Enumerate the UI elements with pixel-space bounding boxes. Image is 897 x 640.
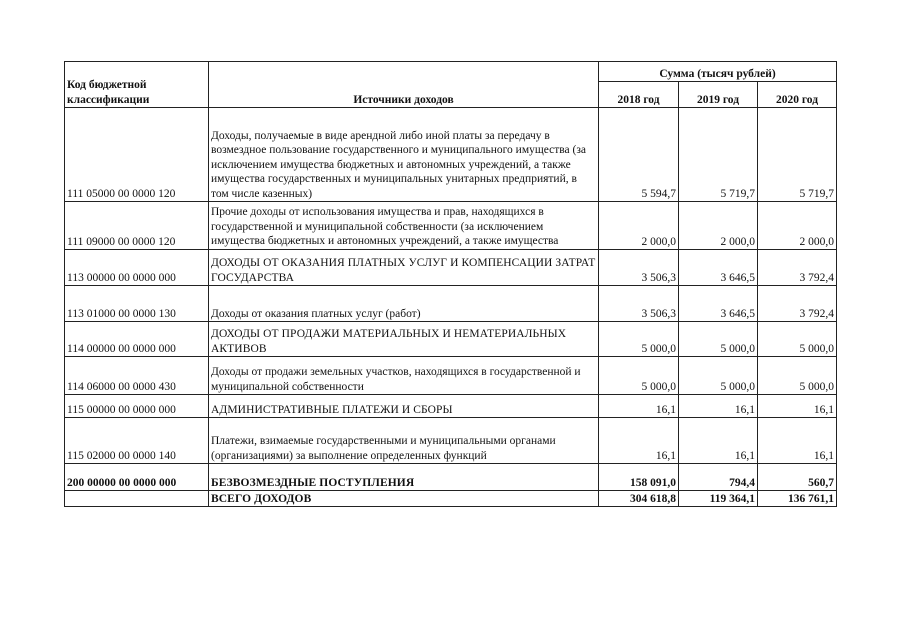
table-row — [65, 286, 837, 322]
amount-2018: 5 000,0 — [599, 322, 679, 357]
amount-2019: 5 719,7 — [679, 108, 758, 202]
amount-2020: 5 719,7 — [758, 108, 837, 202]
year-2020-header: 2020 год — [758, 82, 837, 108]
amount-2019: 5 000,0 — [679, 322, 758, 357]
amount-2019: 16,1 — [679, 395, 758, 418]
table-row — [65, 395, 837, 418]
budget-code: 111 09000 00 0000 120 — [65, 202, 209, 250]
budget-code: 113 00000 00 0000 000 — [65, 250, 209, 286]
amount-2020: 3 792,4 — [758, 286, 837, 322]
amount-2020: 16,1 — [758, 395, 837, 418]
table-row — [65, 250, 837, 286]
amount-2020: 3 792,4 — [758, 250, 837, 286]
budget-code: 114 06000 00 0000 430 — [65, 357, 209, 395]
year-2019-header: 2019 год — [679, 82, 758, 108]
revenue-source: ДОХОДЫ ОТ ПРОДАЖИ МАТЕРИАЛЬНЫХ И НЕМАТЕРИАЛЬНЫХ АКТИВОВ — [209, 322, 599, 357]
amount-2019: 3 646,5 — [679, 250, 758, 286]
total-code-empty — [65, 491, 209, 507]
amount-2018: 3 506,3 — [599, 286, 679, 322]
revenue-source: Доходы, получаемые в виде арендной либо иной платы за передачу в возмездное пользование государственного и муниципального имущества (за исключением имущества бюджетных и автономных учреждений, а также имущества государственных и муниципальных унитарных предприятий, в том числе казенных) — [209, 108, 599, 202]
revenue-source: АДМИНИСТРАТИВНЫЕ ПЛАТЕЖИ И СБОРЫ — [209, 395, 599, 418]
year-2018-header: 2018 год — [599, 82, 679, 108]
revenue-source: Платежи, взимаемые государственными и муниципальными органами (организациями) за выполнение определенных функций — [209, 418, 599, 464]
total-label: ВСЕГО ДОХОДОВ — [209, 491, 599, 507]
table-row — [65, 108, 837, 202]
budget-code: 115 02000 00 0000 140 — [65, 418, 209, 464]
code-column-header: Код бюджетной классификации — [65, 62, 209, 108]
table-row — [65, 418, 837, 464]
revenue-source: Доходы от оказания платных услуг (работ) — [209, 286, 599, 322]
amount-2020: 16,1 — [758, 418, 837, 464]
amount-2020: 5 000,0 — [758, 322, 837, 357]
amount-2020: 560,7 — [758, 464, 837, 491]
total-2020: 136 761,1 — [758, 491, 837, 507]
source-column-header: Источники доходов — [209, 62, 599, 108]
amount-2018: 3 506,3 — [599, 250, 679, 286]
total-2019: 119 364,1 — [679, 491, 758, 507]
amount-2018: 5 000,0 — [599, 357, 679, 395]
total-2018: 304 618,8 — [599, 491, 679, 507]
amount-2018: 5 594,7 — [599, 108, 679, 202]
revenue-source: ДОХОДЫ ОТ ОКАЗАНИЯ ПЛАТНЫХ УСЛУГ И КОМПЕНСАЦИИ ЗАТРАТ ГОСУДАРСТВА — [209, 250, 599, 286]
revenue-source: БЕЗВОЗМЕЗДНЫЕ ПОСТУПЛЕНИЯ — [209, 464, 599, 491]
amount-2019: 2 000,0 — [679, 202, 758, 250]
table-row — [65, 357, 837, 395]
revenue-table — [64, 61, 837, 507]
revenue-source: Доходы от продажи земельных участков, находящихся в государственной и муниципальной собственности — [209, 357, 599, 395]
budget-code: 113 01000 00 0000 130 — [65, 286, 209, 322]
revenue-source: Прочие доходы от использования имущества и прав, находящихся в государственной и муниципальной собственности (за исключением имущества бюджетных и автономных учреждений, а также имущества — [209, 202, 599, 250]
table-row — [65, 322, 837, 357]
sum-column-header: Сумма (тысяч рублей) — [599, 62, 837, 82]
amount-2019: 16,1 — [679, 418, 758, 464]
amount-2019: 5 000,0 — [679, 357, 758, 395]
budget-code: 200 00000 00 0000 000 — [65, 464, 209, 491]
amount-2020: 2 000,0 — [758, 202, 837, 250]
amount-2018: 158 091,0 — [599, 464, 679, 491]
amount-2018: 2 000,0 — [599, 202, 679, 250]
amount-2020: 5 000,0 — [758, 357, 837, 395]
table-row — [65, 202, 837, 250]
table-row — [65, 464, 837, 491]
amount-2018: 16,1 — [599, 418, 679, 464]
budget-code: 114 00000 00 0000 000 — [65, 322, 209, 357]
budget-code: 111 05000 00 0000 120 — [65, 108, 209, 202]
budget-code: 115 00000 00 0000 000 — [65, 395, 209, 418]
total-row — [65, 491, 837, 507]
amount-2019: 794,4 — [679, 464, 758, 491]
amount-2018: 16,1 — [599, 395, 679, 418]
amount-2019: 3 646,5 — [679, 286, 758, 322]
